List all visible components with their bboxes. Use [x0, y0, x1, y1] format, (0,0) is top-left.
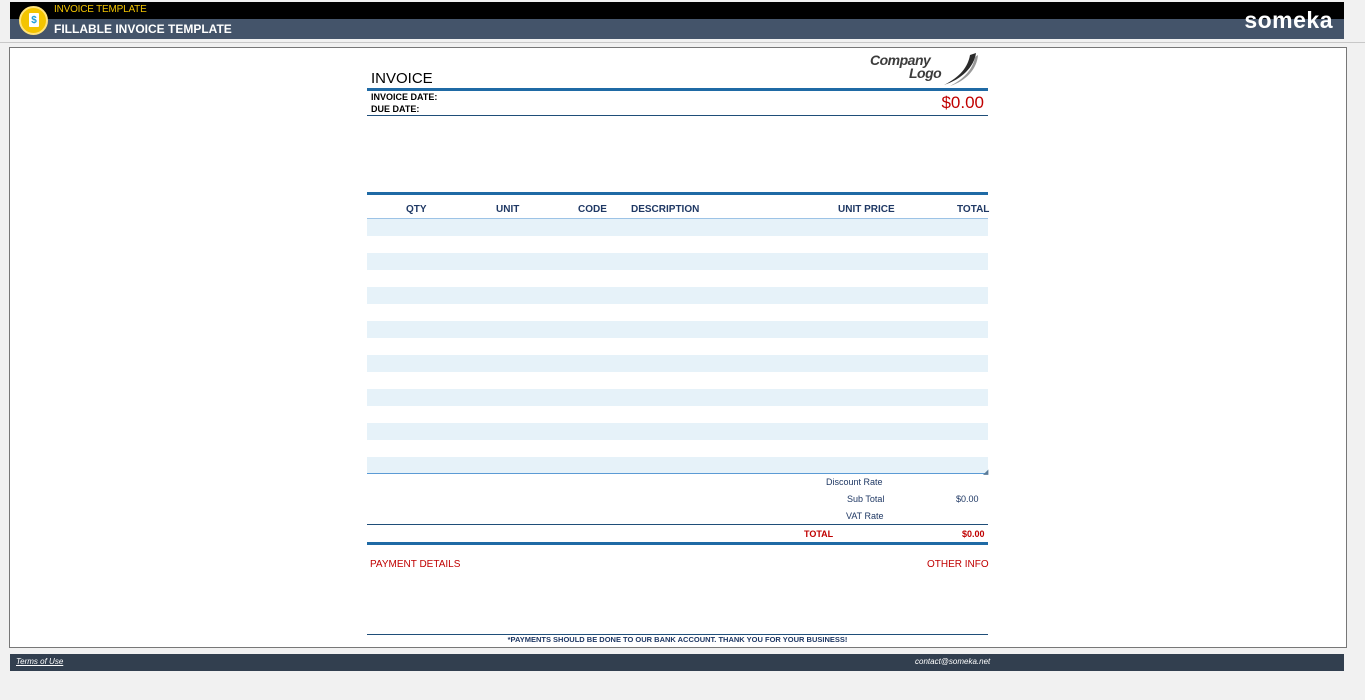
top-bar: [10, 2, 1344, 19]
col-header-qty: QTY: [406, 204, 427, 215]
table-row[interactable]: [367, 440, 988, 457]
summary-bottom-rule: [367, 542, 988, 545]
invoice-heading: INVOICE: [371, 70, 433, 87]
template-category-label: INVOICE TEMPLATE: [54, 4, 147, 15]
col-header-unit-price: UNIT PRICE: [838, 204, 895, 215]
table-row[interactable]: [367, 236, 988, 253]
page-title: FILLABLE INVOICE TEMPLATE: [54, 22, 232, 36]
grand-total-label: TOTAL: [804, 529, 834, 539]
table-row[interactable]: [367, 321, 988, 338]
subtotal-label: Sub Total: [847, 494, 885, 504]
table-row[interactable]: [367, 423, 988, 440]
table-row[interactable]: [367, 406, 988, 423]
grand-total-value: $0.00: [962, 529, 985, 539]
col-header-total: TOTAL: [957, 204, 990, 215]
logo-swoosh-icon: [940, 51, 980, 87]
table-bottom-rule: [367, 473, 988, 474]
header-divider: [0, 42, 1365, 43]
due-date-label[interactable]: DUE DATE:: [371, 104, 420, 114]
invoice-date-label[interactable]: INVOICE DATE:: [371, 92, 438, 102]
subtotal-value: $0.00: [956, 494, 979, 504]
table-row[interactable]: [367, 355, 988, 372]
table-row[interactable]: [367, 219, 988, 236]
table-row[interactable]: [367, 304, 988, 321]
terms-of-use-link[interactable]: Terms of Use: [16, 657, 64, 666]
invoice-total-amount: $0.00: [941, 93, 984, 112]
contact-email: contact@someka.net: [915, 657, 991, 666]
payment-details-label: PAYMENT DETAILS: [370, 559, 461, 570]
vat-rate-label: VAT Rate: [846, 511, 884, 521]
resize-handle-icon[interactable]: ◢: [983, 469, 989, 476]
table-row[interactable]: [367, 338, 988, 355]
invoice-top-rule: [367, 88, 988, 91]
table-top-rule: [367, 192, 988, 195]
col-header-code: CODE: [578, 204, 607, 215]
table-row[interactable]: [367, 253, 988, 270]
table-row[interactable]: [367, 287, 988, 304]
logo-line-2: Logo: [909, 65, 942, 81]
invoice-dollar-icon: $: [19, 6, 48, 35]
footer-bar: [10, 654, 1344, 671]
payment-note: *PAYMENTS SHOULD BE DONE TO OUR BANK ACCOUNT. THANK YOU FOR YOUR BUSINESS!: [507, 635, 848, 644]
date-section-rule: [367, 115, 988, 116]
col-header-description: DESCRIPTION: [631, 204, 700, 215]
col-header-unit: UNIT: [496, 204, 520, 215]
brand-logo: someka: [1244, 7, 1333, 33]
discount-rate-label: Discount Rate: [826, 477, 883, 487]
summary-rule: [367, 524, 988, 525]
table-row[interactable]: [367, 457, 988, 474]
logo-line-1: Company: [870, 52, 931, 68]
table-row[interactable]: [367, 270, 988, 287]
company-logo[interactable]: [866, 51, 982, 87]
table-row[interactable]: [367, 389, 988, 406]
table-row[interactable]: [367, 372, 988, 389]
other-info-label: OTHER INFO: [927, 559, 989, 570]
